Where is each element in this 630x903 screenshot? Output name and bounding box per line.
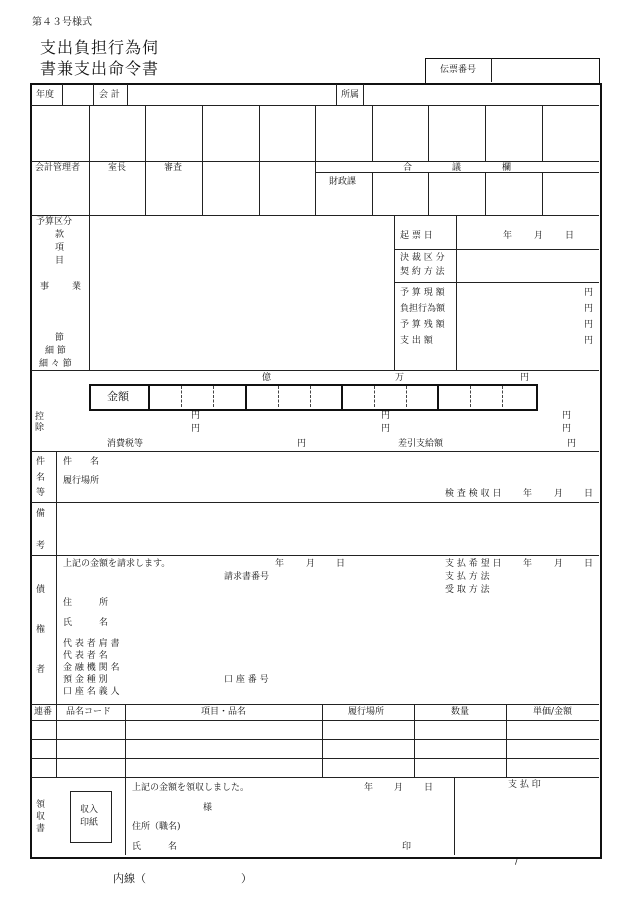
consultation-label-1: 合 xyxy=(403,163,413,173)
col-quantity-header: 数量 xyxy=(451,707,470,717)
remarks-field[interactable] xyxy=(58,504,596,554)
receipt-side-1: 領 xyxy=(36,800,46,810)
slip-number-label: 伝票番号 xyxy=(440,65,477,75)
receipt-side-2: 収 xyxy=(36,812,46,822)
section-chief-label: 室長 xyxy=(108,163,127,173)
inspection-date-label: 検 査 検 収 日 xyxy=(445,489,502,499)
deduction-yen-3a: 円 xyxy=(562,411,572,421)
subject-side-1: 件 xyxy=(36,457,46,467)
net-payment-yen: 円 xyxy=(567,439,577,449)
department-label: 所属 xyxy=(341,90,360,100)
representative-name-label: 代 表 者 名 xyxy=(63,651,108,661)
saisaisetsu-label: 細 々 節 xyxy=(39,359,72,369)
draft-year-label: 年 xyxy=(503,231,513,241)
man-unit: 万 xyxy=(395,373,405,383)
revenue-stamp-label-1: 収入 xyxy=(80,805,99,815)
desired-day-label: 日 xyxy=(584,559,594,569)
inspection-year-label: 年 xyxy=(523,489,533,499)
revenue-stamp-label-2: 印紙 xyxy=(80,818,99,828)
receipt-address-label: 住所（職名) xyxy=(132,822,181,832)
receipt-name-label: 氏 名 xyxy=(132,842,178,852)
amount-label: 金額 xyxy=(107,390,129,403)
yen-unit-4: 円 xyxy=(584,336,594,346)
yen-unit-3: 円 xyxy=(584,320,594,330)
subject-side-2: 名 xyxy=(36,473,46,483)
accounting-manager-label: 会計管理者 xyxy=(35,163,81,173)
draft-day-label: 日 xyxy=(565,231,575,241)
moku-label: 目 xyxy=(55,256,65,266)
col-item-code-header: 品名コード xyxy=(66,707,112,717)
setsu-label: 節 xyxy=(55,333,65,343)
net-payment-label: 差引支給額 xyxy=(398,439,444,449)
extension-label: 内線（ xyxy=(113,872,146,885)
kan-label: 款 xyxy=(55,230,65,240)
saisetsu-label: 細 節 xyxy=(45,346,66,356)
slash-mark: / xyxy=(515,857,519,867)
remarks-side-1: 備 xyxy=(36,509,46,519)
deduction-yen-1b: 円 xyxy=(191,424,201,434)
col-item-name-header: 項目・品名 xyxy=(201,707,247,717)
col-serial-header: 連番 xyxy=(34,707,53,717)
receipt-sama: 様 xyxy=(203,803,213,813)
invoice-number-label: 請求書番号 xyxy=(224,572,270,582)
account-number-label: 口 座 番 号 xyxy=(224,675,269,685)
draft-month-label: 月 xyxy=(534,231,544,241)
payment-amount-label: 支 出 額 xyxy=(400,336,433,346)
consumption-tax-yen: 円 xyxy=(297,439,307,449)
extension-close: ） xyxy=(241,872,252,885)
form-title-line2: 書兼支出命令書 xyxy=(40,59,160,78)
revenue-stamp-box xyxy=(70,791,112,843)
slip-number-field[interactable] xyxy=(493,60,595,80)
draft-date-label: 起 票 日 xyxy=(400,231,433,241)
consumption-tax-label: 消費税等 xyxy=(107,439,144,449)
representative-title-label: 代 表 者 肩 書 xyxy=(63,639,120,649)
yen-unit-1: 円 xyxy=(584,288,594,298)
deposit-type-label: 預 金 種 別 xyxy=(63,675,108,685)
payment-method-label: 支 払 方 法 xyxy=(445,572,490,582)
yen-unit-top: 円 xyxy=(520,373,530,383)
oku-unit: 億 xyxy=(262,373,272,383)
yen-unit-2: 円 xyxy=(584,304,594,314)
form-frame xyxy=(30,83,602,859)
bank-name-label: 金 融 機 関 名 xyxy=(63,663,120,673)
form-number: 第４３号様式 xyxy=(32,17,92,28)
deduction-yen-3b: 円 xyxy=(562,424,572,434)
deduction-yen-1a: 円 xyxy=(191,411,201,421)
creditor-side-2: 権 xyxy=(36,625,46,635)
fiscal-year-label: 年度 xyxy=(36,90,55,100)
kou-label: 項 xyxy=(55,243,65,253)
receipt-seal-label: 印 xyxy=(402,842,412,852)
inspection-month-label: 月 xyxy=(554,489,564,499)
decision-category-label: 決 裁 区 分 xyxy=(400,253,445,263)
claim-text: 上記の金額を請求します。 xyxy=(63,559,171,569)
creditor-side-3: 者 xyxy=(36,665,46,675)
deduction-yen-2b: 円 xyxy=(381,424,391,434)
deduction-label-2: 除 xyxy=(35,423,45,433)
account-label: 会 計 xyxy=(99,90,120,100)
contract-method-label: 契 約 方 法 xyxy=(400,267,445,277)
payment-seal-label: 支 払 印 xyxy=(508,780,541,790)
project-label-2: 業 xyxy=(72,282,82,292)
desired-month-label: 月 xyxy=(554,559,564,569)
col-unit-price-header: 単価/金額 xyxy=(533,707,573,717)
deduction-label-1: 控 xyxy=(35,412,45,422)
receipt-month-label: 月 xyxy=(394,783,404,793)
inspection-day-label: 日 xyxy=(584,489,594,499)
received-text: 上記の金額を領収しました。 xyxy=(132,783,250,793)
receipt-year-label: 年 xyxy=(364,783,374,793)
consultation-label-3: 欄 xyxy=(502,163,512,173)
examination-label: 審査 xyxy=(164,163,183,173)
creditor-name-label: 氏 名 xyxy=(63,618,109,628)
claim-day-label: 日 xyxy=(336,559,346,569)
form-title-line1: 支出負担行為伺 xyxy=(40,38,160,57)
claim-month-label: 月 xyxy=(306,559,316,569)
deduction-yen-2a: 円 xyxy=(381,411,391,421)
item-name-label: 件 名 xyxy=(63,457,100,467)
remarks-side-2: 考 xyxy=(36,541,46,551)
col-place-header: 履行場所 xyxy=(348,707,385,717)
project-label-1: 事 xyxy=(40,282,50,292)
budget-current-label: 予 算 現 額 xyxy=(400,288,445,298)
receipt-side-3: 書 xyxy=(36,824,46,834)
budget-category-label: 予算区分 xyxy=(36,217,73,227)
consultation-label-2: 議 xyxy=(452,163,462,173)
finance-section-label: 財政課 xyxy=(329,177,357,187)
creditor-side-1: 債 xyxy=(36,585,46,595)
claim-year-label: 年 xyxy=(275,559,285,569)
receipt-day-label: 日 xyxy=(424,783,434,793)
subject-side-3: 等 xyxy=(36,488,46,498)
commitment-amount-label: 負担行為額 xyxy=(400,304,446,314)
desired-year-label: 年 xyxy=(523,559,533,569)
account-holder-label: 口 座 名 義 人 xyxy=(63,687,120,697)
budget-remaining-label: 予 算 残 額 xyxy=(400,320,445,330)
desired-payment-date-label: 支 払 希 望 日 xyxy=(445,559,502,569)
extension-field[interactable] xyxy=(160,870,238,886)
receipt-method-label: 受 取 方 法 xyxy=(445,585,490,595)
creditor-address-label: 住 所 xyxy=(63,598,109,608)
performance-place-label: 履行場所 xyxy=(63,476,100,486)
